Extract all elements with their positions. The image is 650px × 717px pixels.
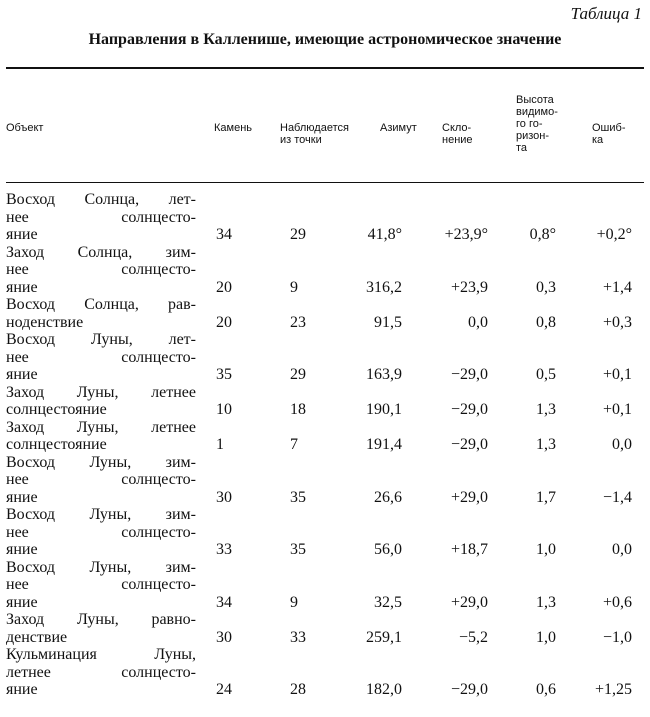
object-word: нее (6, 523, 29, 541)
cell-object (6, 559, 196, 612)
object-word: Луны, (154, 646, 196, 663)
cell-azimuth: 56,0 (374, 541, 402, 558)
header-error-line: ка (592, 134, 604, 146)
cell-declination: +23,9° (444, 226, 488, 243)
cell-horizon-height: 1,3 (536, 401, 556, 418)
object-line (6, 366, 196, 384)
cell-azimuth: 41,8° (367, 226, 402, 243)
object-word: солнцестояние (6, 401, 107, 418)
object-line (6, 576, 196, 594)
object-word: яние (6, 541, 38, 558)
cell-error: +0,1 (602, 366, 632, 383)
object-word: Восход (6, 506, 56, 523)
cell-error: +0,1 (602, 401, 632, 418)
object-word: Восход (6, 296, 56, 313)
object-line (6, 261, 196, 279)
object-word: солнцесто- (121, 471, 196, 488)
object-word: Заход (6, 383, 45, 401)
cell-horizon-height: 0,8 (536, 313, 556, 331)
cell-observed-from: 33 (290, 628, 306, 646)
cell-object (6, 419, 196, 454)
cell-azimuth: 32,5 (374, 593, 402, 611)
object-line (6, 541, 196, 559)
cell-observed-from: 28 (290, 681, 306, 698)
object-word: летнее (6, 663, 51, 681)
object-line (6, 471, 196, 489)
cell-object (6, 454, 196, 507)
cell-object (6, 191, 196, 244)
header-observed-from-line: Наблюдается (280, 122, 349, 134)
header-observed-from-line: из точки (280, 134, 322, 146)
cell-horizon-height: 0,3 (536, 278, 556, 296)
object-word: Луны, (76, 418, 119, 436)
cell-stone: 30 (216, 628, 232, 646)
cell-error: +0,2° (596, 226, 632, 243)
table-row (6, 506, 646, 559)
object-word: рав- (168, 296, 196, 313)
object-word: Кульминация (6, 646, 97, 663)
object-word: солнцесто- (121, 523, 196, 541)
object-line (6, 191, 196, 209)
object-word: Луны, (76, 611, 119, 628)
table-number: Таблица 1 (570, 4, 642, 23)
object-line (6, 226, 196, 244)
object-word: солнцесто- (121, 208, 196, 226)
object-word: Луны, (89, 453, 132, 471)
object-line (6, 664, 196, 682)
cell-azimuth: 191,4 (366, 436, 402, 453)
object-line (6, 681, 196, 699)
cell-observed-from: 29 (290, 366, 306, 383)
cell-stone: 20 (216, 313, 232, 331)
object-line (6, 314, 196, 332)
table-row (6, 191, 646, 244)
object-word: солнцесто- (121, 663, 196, 681)
cell-declination: −5,2 (458, 628, 488, 646)
table-top-rule (6, 67, 644, 69)
object-word: солнцесто- (121, 576, 196, 593)
object-line (6, 646, 196, 664)
object-word: равно- (151, 611, 196, 628)
header-declination (442, 122, 473, 146)
cell-error: 0,0 (612, 541, 632, 558)
cell-observed-from: 9 (290, 278, 298, 296)
object-line (6, 349, 196, 367)
object-word: солнцесто- (121, 348, 196, 366)
cell-horizon-height: 1,7 (536, 488, 556, 506)
object-word: Солнца, (84, 296, 139, 313)
object-word: зим- (165, 243, 196, 261)
object-word: Луны, (89, 558, 132, 576)
object-line (6, 506, 196, 524)
header-observed-from (280, 122, 349, 146)
object-word: Солнца, (77, 243, 133, 261)
cell-horizon-height: 0,8° (529, 226, 556, 243)
cell-error: +0,3 (602, 313, 632, 331)
cell-observed-from: 23 (290, 313, 306, 331)
object-word: нее (6, 261, 29, 278)
cell-observed-from: 9 (290, 593, 298, 611)
cell-azimuth: 163,9 (366, 366, 402, 383)
cell-declination: 0,0 (468, 313, 488, 331)
cell-error: +1,4 (602, 278, 632, 296)
cell-declination: −29,0 (450, 401, 488, 418)
object-line (6, 279, 196, 297)
header-horizon-line: видимо- (516, 106, 558, 118)
object-word: летнее (151, 418, 196, 436)
object-word: Восход (6, 453, 56, 471)
cell-observed-from: 35 (290, 541, 306, 558)
cell-error: +0,6 (602, 593, 632, 611)
cell-declination: +29,0 (450, 593, 488, 611)
cell-azimuth: 91,5 (374, 313, 402, 331)
object-word: Восход (6, 331, 56, 348)
cell-object (6, 506, 196, 559)
cell-azimuth: 190,1 (366, 401, 402, 418)
header-stone: Камень (214, 122, 253, 134)
cell-object (6, 331, 196, 384)
object-line (6, 419, 196, 437)
cell-declination: +18,7 (450, 541, 488, 558)
cell-horizon-height: 0,6 (536, 681, 556, 698)
object-word: яние (6, 488, 38, 506)
cell-declination: +29,0 (450, 488, 488, 506)
table-row (6, 646, 646, 699)
object-line (6, 244, 196, 262)
header-error (592, 122, 626, 146)
object-word: Восход (6, 191, 56, 208)
object-word: Заход (6, 611, 45, 628)
cell-error: −1,0 (602, 628, 632, 646)
table-row (6, 419, 646, 454)
object-line (6, 629, 196, 647)
object-line (6, 559, 196, 577)
header-horizon-line: Высота (516, 94, 554, 106)
cell-azimuth: 259,1 (366, 628, 402, 646)
table-row (6, 454, 646, 507)
header-error-line: Ошиб- (592, 122, 626, 134)
cell-stone: 34 (216, 593, 232, 611)
object-word: солнцесто- (121, 261, 196, 278)
cell-azimuth: 182,0 (366, 681, 402, 698)
cell-stone: 10 (216, 401, 232, 418)
object-word: летнее (151, 383, 196, 401)
cell-declination: −29,0 (450, 681, 488, 698)
object-word: яние (6, 681, 38, 698)
cell-stone: 33 (216, 541, 232, 558)
cell-object (6, 611, 196, 646)
cell-azimuth: 26,6 (374, 488, 402, 506)
object-line (6, 296, 196, 314)
header-object: Объект (6, 122, 44, 134)
object-word: нее (6, 471, 29, 488)
header-horizon-line: го го- (516, 118, 543, 130)
object-line (6, 489, 196, 507)
cell-observed-from: 35 (290, 488, 306, 506)
table-row (6, 331, 646, 384)
cell-horizon-height: 1,0 (536, 541, 556, 558)
table-title: Направления в Калленише, имеющие астрономическое значение (88, 31, 562, 48)
object-word: ноденствие (6, 313, 84, 331)
object-word: Луны, (90, 331, 133, 348)
object-word: денствие (6, 628, 68, 646)
cell-stone: 20 (216, 278, 232, 296)
header-horizon-height (516, 94, 558, 154)
object-word: Солнца, (84, 191, 140, 208)
table-row (6, 559, 646, 612)
object-line (6, 436, 196, 454)
object-word: солнцестояние (6, 436, 107, 453)
object-word: Заход (6, 243, 45, 261)
header-horizon-line: та (516, 142, 528, 154)
object-word: Луны, (76, 383, 119, 401)
object-line (6, 611, 196, 629)
object-word: лет- (168, 191, 196, 208)
header-azimuth: Азимут (380, 122, 417, 134)
object-line (6, 524, 196, 542)
object-word: яние (6, 593, 38, 611)
cell-horizon-height: 1,3 (536, 436, 556, 453)
cell-observed-from: 18 (290, 401, 306, 418)
cell-object (6, 646, 196, 699)
cell-object (6, 244, 196, 297)
object-word: яние (6, 226, 38, 243)
object-word: Восход (6, 558, 56, 576)
object-line (6, 454, 196, 472)
cell-horizon-height: 0,5 (536, 366, 556, 383)
table-row (6, 611, 646, 646)
cell-stone: 24 (216, 681, 232, 698)
cell-declination: −29,0 (450, 436, 488, 453)
object-word: нее (6, 348, 29, 366)
header-declination-line: нение (442, 134, 473, 146)
object-word: зим- (165, 506, 196, 523)
object-line (6, 209, 196, 227)
cell-stone: 35 (216, 366, 232, 383)
header-bottom-rule (6, 182, 644, 183)
table-row (6, 296, 646, 331)
cell-error: 0,0 (612, 436, 632, 453)
object-line (6, 594, 196, 612)
cell-error: +1,25 (594, 681, 632, 698)
cell-horizon-height: 1,3 (536, 593, 556, 611)
object-word: Заход (6, 418, 45, 436)
table-row (6, 384, 646, 419)
cell-declination: −29,0 (450, 366, 488, 383)
object-word: зим- (165, 558, 196, 576)
object-word: Луны, (89, 506, 132, 523)
cell-stone: 30 (216, 488, 232, 506)
object-line (6, 331, 196, 349)
cell-observed-from: 29 (290, 226, 306, 243)
object-line (6, 401, 196, 419)
header-horizon-line: ризон- (516, 130, 550, 142)
cell-object (6, 384, 196, 419)
table-row (6, 244, 646, 297)
cell-stone: 1 (216, 436, 224, 453)
object-word: лет- (168, 331, 196, 348)
cell-horizon-height: 1,0 (536, 628, 556, 646)
object-word: яние (6, 366, 38, 383)
object-word: зим- (165, 453, 196, 471)
object-line (6, 384, 196, 402)
object-word: яние (6, 278, 38, 296)
cell-observed-from: 7 (290, 436, 298, 453)
cell-error: −1,4 (602, 488, 632, 506)
cell-azimuth: 316,2 (366, 278, 402, 296)
cell-declination: +23,9 (450, 278, 488, 296)
cell-object (6, 296, 196, 331)
cell-stone: 34 (216, 226, 232, 243)
object-word: нее (6, 208, 29, 226)
object-word: нее (6, 576, 29, 593)
header-declination-line: Скло- (442, 122, 472, 134)
